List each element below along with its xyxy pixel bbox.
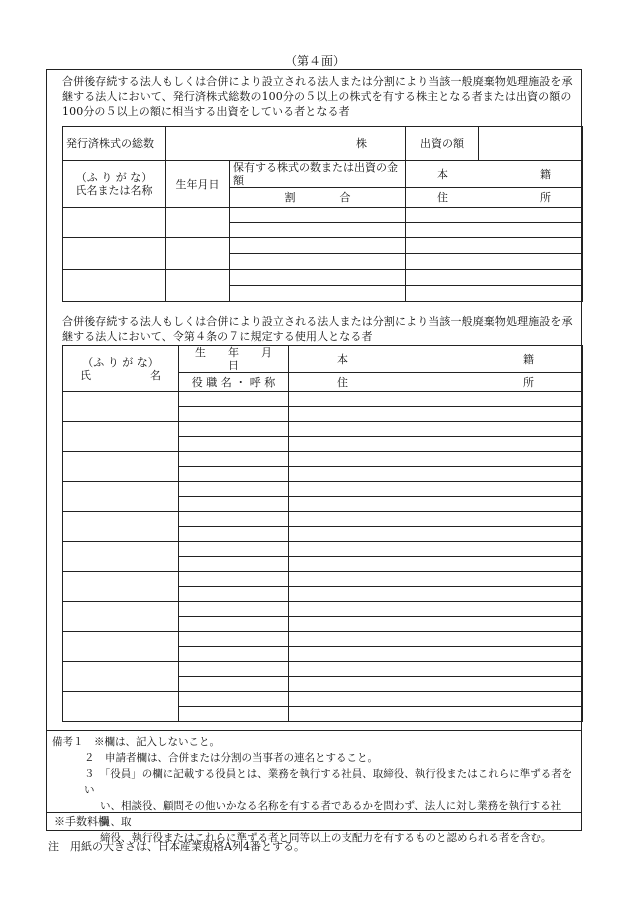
employee-domicile-field[interactable] bbox=[289, 692, 583, 707]
employee-role-field[interactable] bbox=[179, 557, 289, 572]
employee-name-field[interactable] bbox=[63, 662, 179, 692]
employee-domicile-field[interactable] bbox=[289, 602, 583, 617]
employee-birthdate-field[interactable] bbox=[179, 482, 289, 497]
employee-domicile-field[interactable] bbox=[289, 392, 583, 407]
employee-domicile-field[interactable] bbox=[289, 452, 583, 467]
employee-address-field[interactable] bbox=[289, 617, 583, 632]
domicile-label-end: 籍 bbox=[540, 167, 551, 181]
employee-address-field[interactable] bbox=[289, 437, 583, 452]
employee-role-field[interactable] bbox=[179, 677, 289, 692]
address-label-start: 住 bbox=[437, 191, 448, 204]
shareholder-domicile-field[interactable] bbox=[406, 208, 583, 223]
shareholder-holdings-field[interactable] bbox=[230, 270, 406, 286]
employee-address-field[interactable] bbox=[289, 527, 583, 542]
shareholder-birthdate-field[interactable] bbox=[166, 238, 230, 270]
employee-birthdate-field[interactable] bbox=[179, 632, 289, 647]
employee-domicile-field[interactable] bbox=[289, 542, 583, 557]
employee-rows bbox=[63, 392, 583, 722]
shareholder-address-field[interactable] bbox=[406, 223, 583, 238]
shareholders-table bbox=[62, 126, 583, 302]
address-label-end: 所 bbox=[540, 191, 551, 204]
employee-address-field[interactable] bbox=[289, 677, 583, 692]
employee-role-field[interactable] bbox=[179, 497, 289, 512]
employee-birthdate-field[interactable] bbox=[179, 392, 289, 407]
employee-name-field[interactable] bbox=[63, 482, 179, 512]
shareholder-domicile-field[interactable] bbox=[406, 270, 583, 286]
domicile-label-start: 本 bbox=[437, 167, 448, 181]
note-2: ２ 申請者欄は、合併または分割の当事者の連名とすること。 bbox=[84, 752, 378, 764]
employees-description: 合併後存続する法人もしくは合併により設立される法人または分割により当該一般廃棄物処理施設を承継する法人において、令第４条の７に規定する使用人となる者 bbox=[62, 315, 573, 343]
note-1: 備考１ ※欄は、記入しないこと。 bbox=[52, 736, 220, 748]
employee-address-field[interactable] bbox=[289, 647, 583, 662]
employee-address-field[interactable] bbox=[289, 587, 583, 602]
employee-role-field[interactable] bbox=[179, 467, 289, 482]
employee-name-field[interactable] bbox=[63, 572, 179, 602]
shareholder-holdings-field[interactable] bbox=[230, 208, 406, 223]
employee-domicile-field[interactable] bbox=[289, 632, 583, 647]
employee-birthdate-field[interactable] bbox=[179, 512, 289, 527]
employee-birthdate-field[interactable] bbox=[179, 452, 289, 467]
page-number-header: （第４面） bbox=[284, 54, 345, 68]
employee-furigana-label: （ふ り が な） bbox=[82, 355, 159, 369]
shareholder-address-field[interactable] bbox=[406, 286, 583, 302]
employee-address-field[interactable] bbox=[289, 497, 583, 512]
employee-birthdate-field[interactable] bbox=[179, 572, 289, 587]
employees-table bbox=[62, 345, 583, 722]
shareholder-name-field[interactable] bbox=[63, 238, 166, 270]
note-3-cont: 締役、執行役またはこれらに準ずる者と同等以上の支配力を有するものと認められる者を含む。 bbox=[100, 832, 552, 844]
capital-value-field[interactable] bbox=[479, 127, 583, 161]
employee-name-field[interactable] bbox=[63, 452, 179, 482]
employee-domicile-label-start: 本 bbox=[337, 352, 348, 366]
employee-name-label-start: 氏 bbox=[80, 368, 91, 382]
employee-role-label: 役 職 名 ・ 呼 称 bbox=[179, 373, 289, 392]
furigana-label: （ふ り が な） bbox=[75, 171, 153, 184]
employee-birthdate-label: 生 年 月 日 bbox=[179, 346, 289, 373]
employee-address-field[interactable] bbox=[289, 707, 583, 722]
employee-address-label-start: 住 bbox=[337, 375, 348, 389]
employee-address-label-end: 所 bbox=[523, 375, 534, 389]
employee-address-field[interactable] bbox=[289, 407, 583, 422]
employee-birthdate-field[interactable] bbox=[179, 542, 289, 557]
employee-role-field[interactable] bbox=[179, 707, 289, 722]
shares-unit: 株 bbox=[356, 137, 367, 150]
employee-role-field[interactable] bbox=[179, 527, 289, 542]
paper-size-footnote: 注 用紙の大きさは、日本産業規格A列4番とする。 bbox=[48, 840, 305, 853]
employee-name-field[interactable] bbox=[63, 542, 179, 572]
notes-divider bbox=[46, 730, 582, 731]
employee-domicile-field[interactable] bbox=[289, 482, 583, 497]
employee-domicile-field[interactable] bbox=[289, 572, 583, 587]
fee-field[interactable] bbox=[46, 812, 582, 831]
birthdate-label: 生年月日 bbox=[166, 161, 230, 208]
employee-domicile-field[interactable] bbox=[289, 512, 583, 527]
employee-domicile-field[interactable] bbox=[289, 422, 583, 437]
ratio-label: 割 合 bbox=[230, 188, 406, 208]
fee-label: ※手数料欄 bbox=[54, 815, 109, 828]
shareholders-description: 合併後存続する法人もしくは合併により設立される法人または分割により当該一般廃棄物処理施設を承継する法人において、発行済株式総数の100分の５以上の株式を有する株主となる者または出資の額の100分の５以上の額に相当する出資をしている者となる者 bbox=[62, 75, 573, 118]
name-label: 氏名または名称 bbox=[75, 184, 153, 197]
employee-role-field[interactable] bbox=[179, 617, 289, 632]
shareholder-holdings-field[interactable] bbox=[230, 238, 406, 254]
employee-role-field[interactable] bbox=[179, 437, 289, 452]
employee-birthdate-field[interactable] bbox=[179, 422, 289, 437]
employee-role-field[interactable] bbox=[179, 407, 289, 422]
employee-role-field[interactable] bbox=[179, 647, 289, 662]
employee-name-field[interactable] bbox=[63, 422, 179, 452]
employee-birthdate-field[interactable] bbox=[179, 692, 289, 707]
employee-birthdate-field[interactable] bbox=[179, 662, 289, 677]
employee-name-field[interactable] bbox=[63, 602, 179, 632]
capital-label: 出資の額 bbox=[406, 127, 479, 161]
shareholder-birthdate-field[interactable] bbox=[166, 270, 230, 302]
employee-birthdate-field[interactable] bbox=[179, 602, 289, 617]
shareholder-name-field[interactable] bbox=[63, 270, 166, 302]
employee-name-label-end: 名 bbox=[150, 368, 161, 382]
employee-name-field[interactable] bbox=[63, 392, 179, 422]
shareholder-ratio-field[interactable] bbox=[230, 223, 406, 238]
employee-address-field[interactable] bbox=[289, 467, 583, 482]
employee-address-field[interactable] bbox=[289, 557, 583, 572]
total-shares-label: 発行済株式の総数 bbox=[63, 127, 166, 161]
holdings-label: 保有する株式の数または出資の金額 bbox=[230, 161, 406, 188]
employee-name-field[interactable] bbox=[63, 512, 179, 542]
shareholder-address-field[interactable] bbox=[406, 254, 583, 270]
employee-domicile-label-end: 籍 bbox=[523, 352, 534, 366]
shareholder-ratio-field[interactable] bbox=[230, 254, 406, 270]
employee-name-field[interactable] bbox=[63, 692, 179, 722]
shareholder-ratio-field[interactable] bbox=[230, 286, 406, 302]
employee-domicile-field[interactable] bbox=[289, 662, 583, 677]
shareholder-domicile-field[interactable] bbox=[406, 238, 583, 254]
note-3: ３ 「役員」の欄に記載する役員とは、業務を執行する社員、取締役、執行役またはこれらに準ずる者をい bbox=[84, 768, 573, 796]
note-3-cont: い、相談役、顧問その他いかなる名称を有する者であるかを問わず、法人に対し業務を執行する社員、取 bbox=[100, 800, 562, 828]
shareholder-birthdate-field[interactable] bbox=[166, 208, 230, 238]
shareholder-name-field[interactable] bbox=[63, 208, 166, 238]
employee-name-field[interactable] bbox=[63, 632, 179, 662]
employee-role-field[interactable] bbox=[179, 587, 289, 602]
